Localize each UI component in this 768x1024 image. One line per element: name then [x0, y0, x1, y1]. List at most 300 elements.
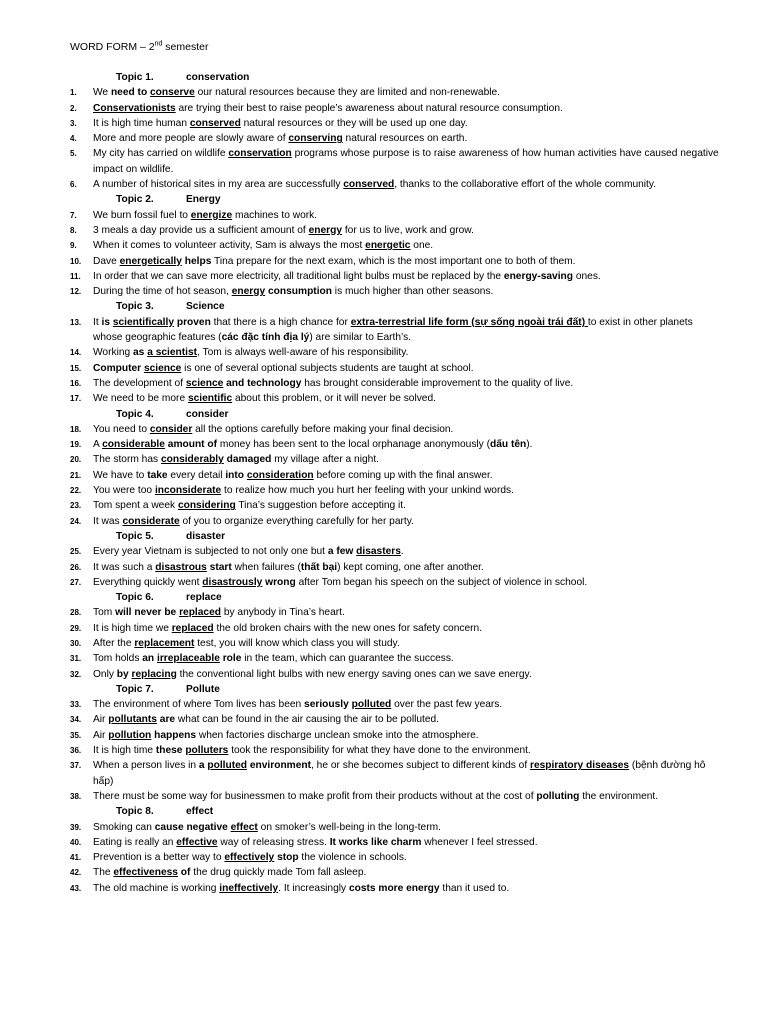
sentence-item: [70, 712, 720, 727]
topic-heading: [70, 299, 720, 314]
item-number: 2.: [70, 103, 77, 113]
text-segment: Prevention is a better way to: [93, 852, 225, 864]
item-number: 11.: [70, 271, 81, 281]
text-segment: the old broken chairs with the new ones for safety concern.: [213, 622, 483, 634]
text-segment: The environment of where Tom lives has been: [93, 699, 305, 711]
text-segment: ) kept coming, one after another.: [337, 561, 484, 573]
item-number: 30.: [70, 638, 82, 648]
text-segment: to exist in other planets whose geographic features (: [93, 316, 693, 344]
sentence-text: [93, 544, 720, 559]
text-segment: one.: [410, 240, 434, 252]
target-word: conservation: [228, 148, 292, 160]
text-segment: has brought considerable improvement to the quality of live.: [301, 377, 574, 389]
title-superscript: nd: [154, 40, 163, 48]
bold-text: consumption: [268, 286, 332, 298]
target-word: disasters: [356, 546, 401, 558]
item-number: 3.: [70, 118, 77, 128]
bold-text: environment: [249, 760, 312, 772]
sentence-text: [93, 208, 720, 223]
text-segment: in the team, which can guarantee the success.: [241, 653, 454, 665]
sentence-item: [70, 238, 720, 253]
target-word: considering: [177, 500, 236, 512]
sentence-text: [93, 177, 720, 192]
text-segment: natural resources on earth.: [342, 133, 468, 145]
target-word: energize: [190, 209, 233, 221]
text-segment: programs whose purpose is to raise awareness of how human activities have caused negative impact on wildlife.: [93, 148, 719, 175]
sentence-item: [70, 177, 720, 192]
text-segment: to realize how much you hurt her feeling with your unkind words.: [221, 485, 514, 497]
sentence-item: [70, 208, 720, 223]
topic-heading: [70, 407, 720, 422]
sentence-text: [93, 651, 720, 666]
text-segment: Tom holds: [93, 653, 143, 665]
item-number: 34.: [70, 715, 82, 725]
text-segment: took the responsibility for what they have done to the environment.: [228, 745, 531, 757]
item-number: 1.: [70, 88, 77, 98]
sentence-text: [93, 376, 720, 391]
sentence-item: [70, 789, 720, 804]
sentence-item: [70, 728, 720, 743]
item-number: 40.: [70, 837, 82, 847]
target-word: effectiveness: [113, 867, 178, 879]
bold-text: is: [101, 316, 110, 328]
text-segment: machines to work.: [232, 209, 318, 221]
target-word: irreplaceable: [157, 653, 220, 665]
text-segment: Working: [93, 347, 134, 359]
sentence-item: [70, 820, 720, 835]
bold-text: thất bại: [300, 561, 338, 573]
text-segment: what can be found in the air causing the air to be polluted.: [175, 714, 440, 726]
sentence-text: [93, 575, 720, 590]
item-number: 7.: [70, 210, 77, 220]
topic-word: disaster: [186, 530, 226, 542]
bold-text: Computer: [93, 362, 142, 374]
sentence-item: [70, 697, 720, 712]
sentence-item: [70, 605, 720, 620]
sentence-text: [93, 697, 720, 712]
text-segment: (bệnh đường hô hấp): [93, 760, 706, 787]
sentence-text: [93, 254, 720, 269]
sentence-text: [93, 743, 720, 758]
text-segment: .: [400, 546, 404, 558]
item-number: 22.: [70, 486, 82, 496]
item-number: 39.: [70, 822, 82, 832]
item-number: 43.: [70, 883, 82, 893]
sentence-item: [70, 621, 720, 636]
text-segment: 3 meals a day provide us a sufficient amount of: [93, 224, 309, 236]
text-segment: The development of: [93, 377, 186, 389]
text-segment: when factories discharge unclean smoke into the atmosphere.: [196, 729, 479, 741]
item-number: 42.: [70, 868, 82, 878]
text-segment: Air: [93, 714, 109, 726]
topic-label: Topic 6.: [116, 592, 154, 604]
sentence-text: [93, 284, 720, 299]
sentence-item: [70, 575, 720, 590]
sentence-text: [93, 468, 720, 483]
sentence-item: [70, 544, 720, 559]
target-word: inconsiderate: [154, 485, 222, 497]
bold-text: It works like charm: [329, 836, 422, 848]
sentence-item: [70, 514, 720, 529]
topic-word: conservation: [186, 72, 250, 83]
bold-text: an: [142, 653, 155, 665]
text-segment: A number of historical sites in my area are successfully: [93, 179, 344, 191]
item-number: 31.: [70, 654, 82, 664]
sentence-item: [70, 881, 720, 896]
text-segment: You need to: [93, 423, 150, 435]
item-number: 15.: [70, 363, 82, 373]
text-segment: test, you will know which class you will study.: [194, 637, 400, 649]
text-segment: In order that we can save more electricity, all traditional light bulbs must be replaced by the: [93, 270, 504, 282]
sentence-item: [70, 850, 720, 865]
sentence-text: [93, 85, 720, 100]
topic-label: Topic 3.: [116, 301, 154, 313]
sentence-text: [93, 560, 720, 575]
text-segment: for us to live, work and grow.: [342, 224, 474, 236]
title-prefix: WORD FORM – 2: [70, 41, 155, 53]
text-segment: There must be some way for businessmen to make profit from their products without at the cost of: [93, 790, 537, 802]
text-segment: every detail: [167, 469, 226, 481]
text-segment: When a person lives in: [93, 760, 199, 772]
target-word: ineffectively: [219, 882, 279, 894]
topic-word: Energy: [186, 194, 221, 206]
topic-word: replace: [186, 592, 222, 604]
text-segment: It is high time we: [93, 622, 172, 634]
sentence-text: [93, 850, 720, 865]
text-segment: our natural resources because they are limited and non-renewable.: [194, 87, 501, 99]
item-number: 26.: [70, 562, 82, 572]
text-segment: It is high time human: [93, 117, 190, 129]
item-number: 6.: [70, 180, 77, 190]
target-word: conserved: [343, 179, 395, 191]
item-number: 14.: [70, 348, 82, 358]
text-segment: , thanks to the collaborative effort of the whole community.: [394, 179, 657, 191]
sentence-item: [70, 758, 720, 789]
sentence-item: [70, 223, 720, 238]
target-word: extra-terrestrial life form (sự sống ngoài trái đất): [350, 316, 588, 328]
text-segment: Tom: [93, 607, 116, 619]
sentence-item: [70, 422, 720, 437]
bold-text: these: [155, 745, 183, 757]
item-number: 23.: [70, 501, 82, 511]
text-segment: After the: [93, 637, 135, 649]
target-word: considerable: [102, 439, 165, 451]
text-segment: Tom spent a week: [93, 500, 178, 512]
item-number: 12.: [70, 287, 82, 297]
sentence-text: [93, 452, 720, 467]
target-word: science: [185, 377, 224, 389]
text-segment: Dave: [93, 255, 120, 267]
sentence-item: [70, 101, 720, 116]
sentence-text: [93, 223, 720, 238]
text-segment: More and more people are slowly aware of: [93, 133, 289, 145]
sentence-text: [93, 667, 720, 682]
sentence-item: [70, 116, 720, 131]
target-word: disastrously: [202, 576, 263, 588]
sentence-item: [70, 743, 720, 758]
sentence-item: [70, 315, 720, 346]
text-segment: Only: [93, 668, 117, 680]
sentence-text: [93, 835, 720, 850]
item-number: 37.: [70, 761, 82, 771]
sentence-item: [70, 865, 720, 880]
sentence-item: [70, 391, 720, 406]
target-word: consideration: [246, 469, 314, 481]
bold-text: into: [225, 469, 245, 481]
sentence-text: [93, 621, 720, 636]
sentence-text: [93, 345, 720, 360]
bold-text: helps: [184, 255, 212, 267]
text-segment: whenever I feel stressed.: [421, 836, 538, 848]
item-number: 17.: [70, 394, 82, 404]
target-word: scientifically: [112, 316, 174, 328]
text-segment: are trying their best to raise people’s awareness about natural resource consumption.: [175, 102, 563, 114]
bold-text: are: [159, 714, 176, 726]
text-segment: My city has carried on wildlife: [93, 148, 229, 160]
bold-text: by: [116, 668, 129, 680]
sentence-text: [93, 498, 720, 513]
text-segment: The old machine is working: [93, 882, 220, 894]
item-number: 29.: [70, 623, 82, 633]
text-segment: We have to: [93, 469, 148, 481]
item-number: 16.: [70, 378, 82, 388]
bold-text: will never be: [115, 607, 177, 619]
bold-text: các đặc tính địa lý: [221, 332, 310, 344]
target-word: energy: [231, 286, 266, 298]
item-number: 41.: [70, 853, 82, 863]
text-segment: than it used to.: [439, 882, 510, 894]
text-segment: It: [93, 316, 102, 328]
sentence-item: [70, 269, 720, 284]
target-word: effect: [230, 821, 258, 833]
target-word: consider: [149, 423, 193, 435]
topic-heading: [70, 590, 720, 605]
target-word: replacing: [131, 668, 177, 680]
sentence-text: [93, 116, 720, 131]
sentence-text: [93, 728, 720, 743]
bold-text: as: [133, 347, 145, 359]
text-segment: before coming up with the final answer.: [313, 469, 493, 481]
text-segment: the drug quickly made Tom fall asleep.: [190, 867, 367, 879]
sentence-item: [70, 85, 720, 100]
text-segment: over the past few years.: [391, 699, 503, 711]
text-segment: after Tom began his speech on the subject of violence in school.: [295, 576, 588, 588]
item-number: 28.: [70, 608, 82, 618]
title-suffix: semester: [162, 41, 209, 53]
item-number: 27.: [70, 577, 82, 587]
text-segment: Tina prepare for the next exam, which is the most important one to both of them.: [211, 255, 576, 267]
target-word: energetically: [119, 255, 182, 267]
text-segment: way of releasing stress.: [217, 836, 330, 848]
sentence-text: [93, 315, 720, 346]
item-number: 35.: [70, 730, 82, 740]
topic-word: consider: [186, 408, 229, 420]
target-word: conserving: [288, 133, 343, 145]
target-word: energy: [308, 224, 342, 236]
document-page: [70, 40, 720, 896]
item-number: 10.: [70, 256, 82, 266]
sentence-text: [93, 269, 720, 284]
target-word: effective: [176, 836, 218, 848]
sentence-item: [70, 131, 720, 146]
sentence-item: [70, 636, 720, 651]
target-word: pollution: [108, 729, 152, 741]
text-segment: of you to organize everything carefully for her party.: [179, 515, 414, 527]
text-segment: When it comes to volunteer activity, Sam is always the most: [93, 240, 366, 252]
topic-label: Topic 1.: [116, 72, 154, 83]
topic-label: Topic 4.: [116, 408, 154, 420]
sentence-item: [70, 667, 720, 682]
target-word: polluters: [185, 745, 229, 757]
topic-label: Topic 7.: [116, 683, 154, 695]
topic-label: Topic 8.: [116, 806, 154, 818]
text-segment: that there is a high chance for: [210, 316, 351, 328]
text-segment: , he or she becomes subject to different kinds of: [311, 760, 530, 772]
sentence-item: [70, 452, 720, 467]
text-segment: We burn fossil fuel to: [93, 209, 191, 221]
sentence-text: [93, 820, 720, 835]
topic-label: Topic 5.: [116, 530, 154, 542]
target-word: replacement: [134, 637, 195, 649]
text-segment: money has been sent to the local orphanage anonymously (: [217, 439, 490, 451]
topic-heading: [70, 682, 720, 697]
target-word: considerate: [122, 515, 180, 527]
sentence-text: [93, 146, 720, 177]
sentence-item: [70, 284, 720, 299]
item-number: 8.: [70, 225, 77, 235]
topic-word: effect: [186, 806, 214, 818]
sentence-text: [93, 361, 720, 376]
sentence-text: [93, 881, 720, 896]
sentence-text: [93, 131, 720, 146]
bold-text: need to: [110, 87, 148, 99]
text-segment: It was such a: [93, 561, 156, 573]
text-segment: all the options carefully before making your final decision.: [192, 423, 454, 435]
bold-text: energy-saving: [503, 270, 573, 282]
bold-text: role: [222, 653, 242, 665]
text-segment: The storm has: [93, 454, 161, 466]
target-word: respiratory diseases: [529, 760, 630, 772]
target-word: conserved: [189, 117, 241, 129]
topic-heading: [70, 192, 720, 207]
sentence-item: [70, 376, 720, 391]
bold-text: amount of: [167, 439, 218, 451]
target-word: disastrous: [155, 561, 207, 573]
exercise-list: [70, 70, 720, 896]
bold-text: dấu tên: [490, 439, 527, 451]
bold-text: take: [147, 469, 168, 481]
target-word: polluted: [207, 760, 248, 772]
sentence-text: [93, 636, 720, 651]
text-segment: ) are similar to Earth’s.: [309, 332, 412, 344]
target-word: Conservationists: [93, 102, 176, 114]
text-segment: is much higher than other seasons.: [331, 286, 494, 298]
topic-word: Pollute: [186, 683, 220, 695]
bold-text: happens: [154, 729, 197, 741]
item-number: 32.: [70, 669, 82, 679]
bold-text: damaged: [226, 454, 272, 466]
document-title: [70, 40, 720, 56]
text-segment: ).: [526, 439, 533, 451]
text-segment: It was: [93, 515, 123, 527]
topic-heading: [70, 529, 720, 544]
item-number: 13.: [70, 317, 82, 327]
text-segment: Every year Vietnam is subjected to not only one but: [93, 546, 328, 558]
target-word: pollutants: [108, 714, 157, 726]
sentence-item: [70, 651, 720, 666]
target-word: energetic: [365, 240, 411, 252]
sentence-item: [70, 361, 720, 376]
sentence-text: [93, 514, 720, 529]
bold-text: wrong: [265, 576, 296, 588]
text-segment: We need to be more: [93, 393, 188, 405]
target-word: science: [143, 362, 182, 374]
sentence-item: [70, 345, 720, 360]
bold-text: start: [209, 561, 232, 573]
text-segment: natural resources or they will be used up one day.: [240, 117, 468, 129]
target-word: a scientist: [147, 347, 198, 359]
item-number: 36.: [70, 746, 82, 756]
text-segment: by anybody in Tina’s heart.: [220, 607, 345, 619]
item-number: 18.: [70, 424, 82, 434]
sentence-item: [70, 835, 720, 850]
text-segment: on smoker’s well-being in the long-term.: [257, 821, 441, 833]
target-word: conserve: [150, 87, 195, 99]
sentence-item: [70, 437, 720, 452]
sentence-text: [93, 101, 720, 116]
sentence-item: [70, 483, 720, 498]
target-word: polluted: [351, 699, 392, 711]
sentence-item: [70, 254, 720, 269]
text-segment: Everything quickly went: [93, 576, 203, 588]
item-number: 5.: [70, 149, 77, 159]
sentence-text: [93, 758, 720, 789]
target-word: replaced: [179, 607, 221, 619]
sentence-text: [93, 865, 720, 880]
bold-text: a: [198, 760, 205, 772]
text-segment: . It increasingly: [278, 882, 349, 894]
target-word: scientific: [187, 393, 233, 405]
sentence-text: [93, 483, 720, 498]
bold-text: a few: [327, 546, 354, 558]
item-number: 19.: [70, 440, 82, 450]
sentence-item: [70, 146, 720, 177]
topic-label: Topic 2.: [116, 194, 154, 206]
sentence-text: [93, 391, 720, 406]
item-number: 24.: [70, 516, 82, 526]
sentence-text: [93, 437, 720, 452]
bold-text: polluting: [536, 790, 580, 802]
text-segment: is one of several optional subjects students are taught at school.: [181, 362, 474, 374]
text-segment: A: [93, 439, 103, 451]
item-number: 9.: [70, 241, 77, 251]
text-segment: the environment.: [579, 790, 659, 802]
text-segment: ones.: [573, 270, 601, 282]
bold-text: and technology: [226, 377, 302, 389]
target-word: considerably: [160, 454, 224, 466]
text-segment: Tina’s suggestion before accepting it.: [235, 500, 406, 512]
text-segment: It is high time: [93, 745, 156, 757]
topic-heading: [70, 804, 720, 819]
bold-text: cause negative: [154, 821, 228, 833]
bold-text: stop: [277, 852, 299, 864]
item-number: 25.: [70, 547, 82, 557]
text-segment: Smoking can: [93, 821, 155, 833]
sentence-item: [70, 560, 720, 575]
bold-text: seriously: [304, 699, 349, 711]
text-segment: Eating is really an: [93, 836, 177, 848]
text-segment: You were too: [93, 485, 155, 497]
